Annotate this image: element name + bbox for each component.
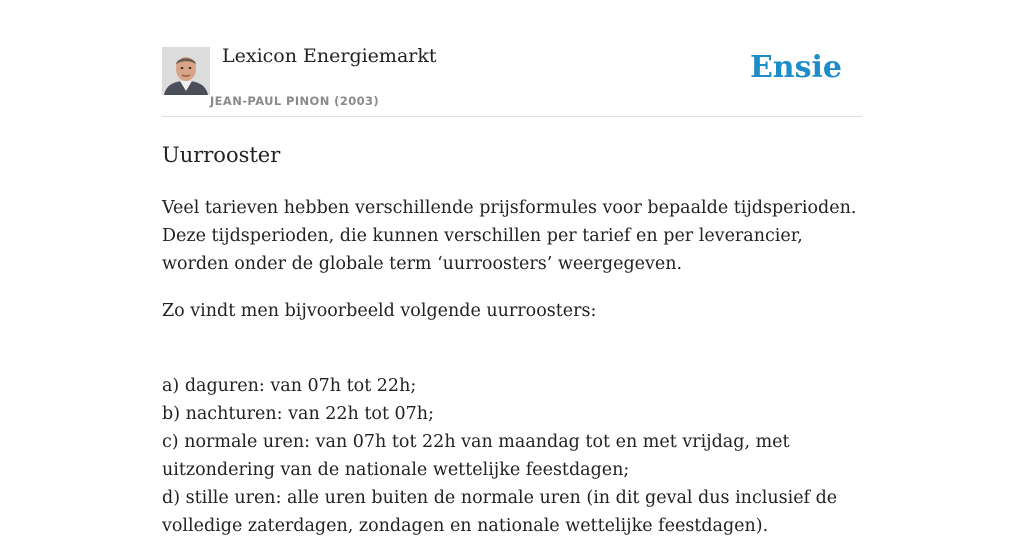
author-avatar[interactable] [162, 47, 210, 95]
entry-paragraph: Veel tarieven hebben verschillende prijsformules voor bepaalde tijdsperioden. Deze tijdsperioden, die kunnen verschillen per tarief en per leverancier, worden onder de globale term ‘uurroosters’ weergegeven. [162, 198, 857, 274]
blank-line [162, 344, 862, 372]
list-item: d) stille uren: alle uren buiten de normale uren (in dit geval dus inclusief de volledige zaterdagen, zondagen en nationale wettelijke feestdagen). [162, 488, 838, 536]
header [162, 0, 862, 117]
entry-content [162, 140, 862, 540]
author-name: JEAN-PAUL PINON (2003) [210, 94, 380, 108]
list-item: b) nachturen: van 22h tot 07h; [162, 404, 434, 424]
list-item: c) normale uren: van 07h tot 22h van maandag tot en met vrijdag, met uitzondering van de nationale wettelijke feestdagen; [162, 432, 790, 480]
entry-paragraph: Zo vindt men bijvoorbeeld volgende uurroosters: [162, 301, 597, 321]
timetable-list [162, 372, 862, 540]
avatar-photo-icon [162, 47, 210, 95]
entry-title: Uurrooster [162, 143, 281, 167]
ensie-logo[interactable]: Ensie [749, 50, 842, 85]
list-item: a) daguren: van 07h tot 22h; [162, 376, 417, 396]
book-title-link[interactable]: Lexicon Energiemarkt [222, 45, 437, 67]
